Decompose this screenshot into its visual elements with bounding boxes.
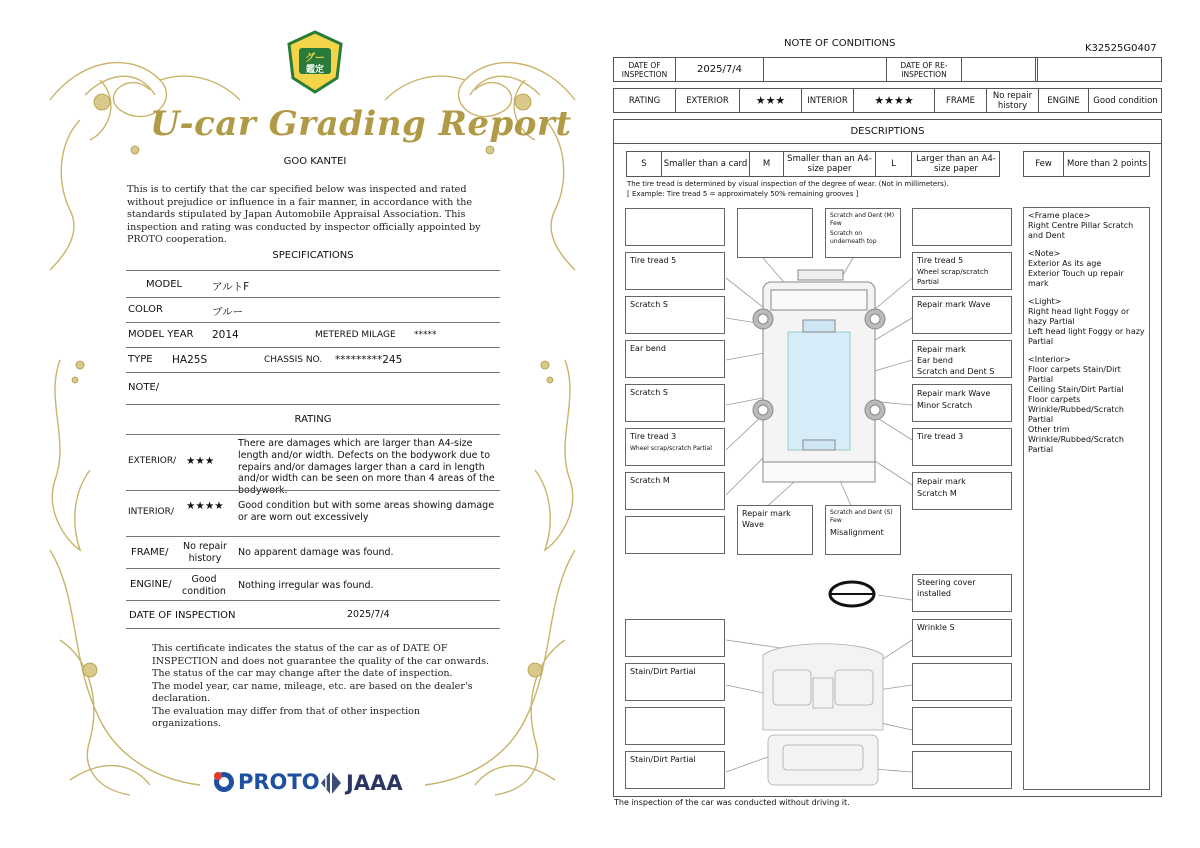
few-legend bbox=[1023, 151, 1150, 177]
goo-kantei-logo bbox=[285, 30, 345, 96]
callout-text: Scratch M bbox=[917, 489, 957, 498]
callout-box bbox=[912, 707, 1012, 745]
divider bbox=[126, 404, 500, 405]
model-year-value: 2014 bbox=[212, 329, 239, 341]
descriptions-heading: DESCRIPTIONS bbox=[613, 119, 1162, 144]
legend-few: Few bbox=[1024, 152, 1064, 176]
divider bbox=[126, 490, 500, 491]
callout-stain-1 bbox=[625, 663, 725, 701]
callout-text: Tire tread 5 bbox=[630, 256, 677, 265]
engine-label: ENGINE/ bbox=[130, 579, 172, 590]
exterior-description: There are damages which are larger than A4-size length and/or width. Defects on the bodywork due to repairs and/or damages larger than a card in length and/or width can be seen on more than 4 areas of the bodywork. bbox=[238, 438, 495, 497]
callout-box bbox=[625, 208, 725, 246]
metered-milage-label: METERED MILAGE bbox=[315, 330, 396, 340]
note-line: Floor carpets bbox=[1028, 395, 1081, 404]
note-line: <Frame place> bbox=[1028, 211, 1091, 220]
model-value: アルトF bbox=[212, 281, 250, 293]
frame-value: No repair history bbox=[183, 541, 227, 564]
note-line: Exterior As its age bbox=[1028, 259, 1102, 268]
exterior-label: EXTERIOR bbox=[676, 89, 740, 112]
date-of-reinspection-label: DATE OF RE-INSPECTION bbox=[886, 58, 962, 81]
callout-box bbox=[912, 663, 1012, 701]
rating-label: RATING bbox=[614, 89, 676, 112]
inspection-footer: The inspection of the car was conducted without driving it. bbox=[614, 798, 850, 807]
callout-tire-tread-front-right bbox=[912, 252, 1012, 290]
color-label: COLOR bbox=[128, 304, 163, 315]
engine-label: ENGINE bbox=[1039, 89, 1089, 112]
spacer bbox=[1028, 241, 1145, 249]
legend-few-text: More than 2 points bbox=[1066, 159, 1147, 169]
divider bbox=[126, 270, 500, 271]
callout-stain-2 bbox=[625, 751, 725, 789]
callout-scratch-m bbox=[625, 472, 725, 510]
divider bbox=[126, 322, 500, 323]
note-line: Other trim bbox=[1028, 425, 1070, 434]
callout-subtext: Wheel scrap/scratch Partial bbox=[917, 267, 989, 286]
callout-text: Repair mark bbox=[917, 477, 966, 486]
divider bbox=[126, 568, 500, 569]
metered-milage-value: ***** bbox=[414, 330, 437, 340]
divider bbox=[126, 297, 500, 298]
legend-s-text: Smaller than a card bbox=[662, 152, 750, 176]
callout-text: Stain/Dirt Partial bbox=[630, 755, 696, 764]
exterior-label: EXTERIOR/ bbox=[128, 456, 177, 466]
reinspection-value bbox=[962, 58, 1038, 81]
callout-text: Steering cover installed bbox=[917, 578, 976, 598]
callout-box bbox=[912, 751, 1012, 789]
callout-box bbox=[625, 516, 725, 554]
callout-text: Wrinkle S bbox=[917, 623, 955, 632]
disclaimer-line: The model year, car name, mileage, etc. are based on the dealer's bbox=[152, 680, 473, 692]
specifications-heading: SPECIFICATIONS bbox=[272, 250, 354, 261]
callout-text: Repair mark Wave bbox=[742, 509, 791, 529]
date-of-inspection-value: 2025/7/4 bbox=[676, 58, 764, 81]
interior-label: INTERIOR bbox=[802, 89, 854, 112]
divider bbox=[126, 434, 500, 435]
callout-text: Repair mark Wave bbox=[917, 300, 991, 309]
callout-rear-repair bbox=[737, 505, 813, 555]
callout-repair-ear-bend bbox=[912, 340, 1012, 378]
callout-scratch-2 bbox=[625, 384, 725, 422]
tire-example: [ Example: Tire tread 5 = approximately 50% remaining grooves ] bbox=[627, 190, 859, 198]
callout-text: Repair mark bbox=[917, 345, 966, 354]
callout-repair-mark-1 bbox=[912, 296, 1012, 334]
chassis-value: *********245 bbox=[335, 354, 403, 366]
engine-value: Good condition bbox=[1093, 95, 1158, 106]
callout-text: Scratch M bbox=[630, 476, 670, 485]
jaaa-wordmark: JAAA bbox=[346, 771, 403, 795]
callout-repair-mark-2 bbox=[912, 384, 1012, 422]
exterior-stars: ★★★ bbox=[186, 455, 215, 467]
date-of-inspection-value: 2025/7/4 bbox=[347, 609, 390, 620]
proto-logo bbox=[212, 770, 320, 794]
spacer bbox=[1028, 347, 1145, 355]
divider bbox=[126, 536, 500, 537]
note-line: <Light> bbox=[1028, 297, 1062, 306]
rating-heading: RATING bbox=[294, 414, 332, 425]
callout-steering bbox=[912, 574, 1012, 612]
callout-text: Scratch and Dent S bbox=[917, 367, 995, 376]
disclaimer-line: INSPECTION and does not guarantee the quality of the car onwards. bbox=[152, 655, 490, 667]
callout-wrinkle bbox=[912, 619, 1012, 657]
svg-text:鑑定: 鑑定 bbox=[305, 65, 325, 75]
certification-statement: This is to certify that the car specified below was inspected and rated without prejudice or influence in a fair manner, in accordance with the standards stipulated by Japan Automobile Appraisal Association. This inspection and rating was conducted by inspector officially appointed by PROTO cooperation. bbox=[127, 184, 481, 245]
callout-text: Tire tread 3 bbox=[917, 432, 964, 441]
note-line: <Interior> bbox=[1028, 355, 1071, 364]
size-legend bbox=[626, 151, 1000, 177]
report-subtitle: GOO KANTEI bbox=[283, 156, 347, 167]
rating-row bbox=[613, 88, 1162, 113]
certificate-disclaimer bbox=[152, 643, 492, 731]
legend-m-text: Smaller than an A4-size paper bbox=[784, 152, 876, 176]
note-line: <Note> bbox=[1028, 249, 1061, 258]
proto-wordmark: PROTO bbox=[238, 770, 320, 794]
proto-mark-icon bbox=[212, 770, 236, 794]
date-row bbox=[613, 57, 1162, 82]
interior-stars: ★★★★ bbox=[854, 89, 935, 112]
disclaimer-line: The status of the car may change after the date of inspection. bbox=[152, 668, 453, 679]
callout-text: Tire tread 3 bbox=[630, 432, 677, 441]
divider bbox=[126, 628, 500, 629]
spacer bbox=[1028, 289, 1145, 297]
report-title: U-car Grading Report bbox=[150, 104, 572, 144]
date-of-inspection-label: DATE OF INSPECTION bbox=[129, 610, 236, 621]
jaaa-mark-icon bbox=[320, 770, 342, 796]
svg-text:グー: グー bbox=[305, 53, 325, 64]
frame-label: FRAME bbox=[935, 89, 987, 112]
callout-rear-center bbox=[825, 505, 901, 555]
note-line: Wrinkle/Rubbed/Scratch Partial bbox=[1028, 435, 1124, 454]
callout-text: Ear bend bbox=[917, 356, 953, 365]
callout-text: Stain/Dirt Partial bbox=[630, 667, 696, 676]
note-line: Left head light Foggy or hazy Partial bbox=[1028, 327, 1145, 346]
callout-text: Minor Scratch bbox=[917, 401, 973, 410]
callout-tire-tread-rear-left bbox=[625, 428, 725, 466]
callout-subtext: Wheel scrap/scratch Partial bbox=[630, 444, 712, 452]
model-label: MODEL bbox=[146, 279, 183, 290]
callout-box bbox=[912, 208, 1012, 246]
callout-top-center bbox=[825, 208, 901, 258]
callout-text: Scratch and Dent (S) Few bbox=[830, 509, 893, 524]
legend-l: L bbox=[876, 152, 912, 176]
engine-description: Nothing irregular was found. bbox=[238, 580, 374, 591]
frame-description: No apparent damage was found. bbox=[238, 547, 394, 558]
callout-text: Ear bend bbox=[630, 344, 666, 353]
callout-ear-bend bbox=[625, 340, 725, 378]
type-label: TYPE bbox=[128, 354, 153, 365]
interior-label: INTERIOR/ bbox=[128, 507, 174, 517]
color-value: ブルー bbox=[212, 306, 244, 318]
callout-subtext: Misalignment bbox=[830, 528, 884, 537]
disclaimer-line: declaration. bbox=[152, 693, 211, 704]
exterior-stars: ★★★ bbox=[740, 89, 802, 112]
engine-value: Good condition bbox=[182, 574, 226, 597]
callout-box bbox=[625, 707, 725, 745]
note-label: NOTE/ bbox=[128, 382, 160, 393]
note-line: Floor carpets Stain/Dirt Partial bbox=[1028, 365, 1121, 384]
divider bbox=[126, 600, 500, 601]
note-line: Exterior Touch up repair mark bbox=[1028, 269, 1124, 288]
divider bbox=[126, 372, 500, 373]
legend-s: S bbox=[627, 152, 662, 176]
callout-repair-scratch-m bbox=[912, 472, 1012, 510]
tire-note: The tire tread is determined by visual inspection of the degree of wear. (Not in millimeters). bbox=[627, 180, 949, 188]
callout-text: Tire tread 5 bbox=[917, 256, 964, 265]
interior-description: Good condition but with some areas showing damage or are worn out excessively bbox=[238, 500, 495, 523]
legend-l-text: Larger than an A4-size paper bbox=[916, 154, 996, 174]
steering-wheel-icon bbox=[830, 582, 874, 606]
callout-scratch-1 bbox=[625, 296, 725, 334]
conditions-heading: NOTE OF CONDITIONS bbox=[784, 38, 896, 49]
callout-subtext: Scratch on underneath top bbox=[830, 230, 877, 245]
note-line: Right head light Foggy or hazy Partial bbox=[1028, 307, 1130, 326]
type-value: HA25S bbox=[172, 354, 208, 366]
frame-value: No repair history bbox=[987, 89, 1039, 112]
note-line: Ceiling Stain/Dirt Partial bbox=[1028, 385, 1124, 394]
jaaa-logo bbox=[320, 770, 403, 796]
callout-text: Scratch and Dent (M) Few bbox=[830, 212, 895, 227]
callout-text: Scratch S bbox=[630, 300, 668, 309]
divider bbox=[126, 347, 500, 348]
disclaimer-line: The evaluation may differ from that of other inspection organizations. bbox=[152, 705, 421, 729]
model-year-label: MODEL YEAR bbox=[128, 329, 194, 340]
callout-tire-tread-front-left bbox=[625, 252, 725, 290]
notes-panel bbox=[1023, 207, 1150, 790]
callout-box bbox=[737, 208, 813, 258]
callout-text: Scratch S bbox=[630, 388, 668, 397]
callout-tire-tread-rear-right bbox=[912, 428, 1012, 466]
legend-m: M bbox=[750, 152, 784, 176]
callout-box bbox=[625, 619, 725, 657]
interior-stars: ★★★★ bbox=[186, 500, 224, 512]
note-line: Right Centre Pillar Scratch and Dent bbox=[1028, 221, 1134, 240]
reference-number: K32525G0407 bbox=[1085, 43, 1157, 54]
note-line: Wrinkle/Rubbed/Scratch Partial bbox=[1028, 405, 1124, 424]
frame-label: FRAME/ bbox=[131, 547, 169, 558]
chassis-label: CHASSIS NO. bbox=[264, 355, 323, 365]
date-of-inspection-label: DATE OF INSPECTION bbox=[614, 58, 676, 81]
disclaimer-line: This certificate indicates the status of the car as of DATE OF bbox=[152, 643, 448, 654]
callout-text: Repair mark Wave bbox=[917, 389, 991, 398]
